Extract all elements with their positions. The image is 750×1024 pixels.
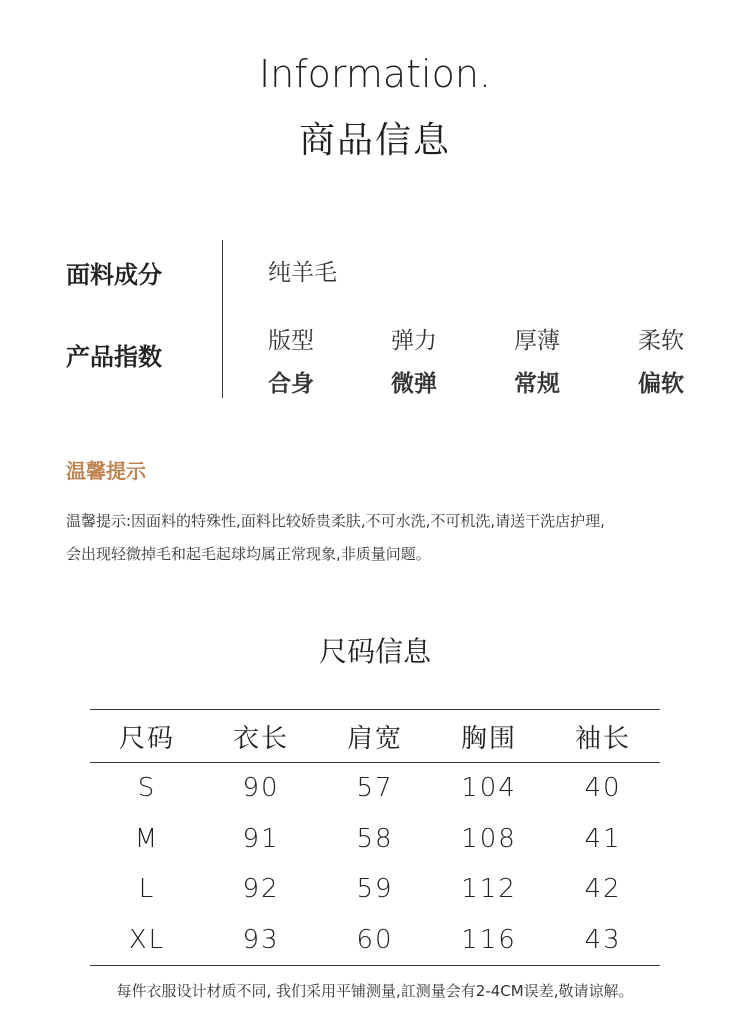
fabric-value: 纯羊毛	[268, 260, 337, 286]
index-title: 柔软	[638, 328, 684, 354]
tips-line: 会出现轻微掉毛和起毛起球均属正常现象,非质量问题。	[66, 545, 431, 563]
cell-shoulder: 57	[356, 773, 394, 804]
cell-chest: 104	[461, 773, 517, 804]
cell-sleeve: 42	[584, 874, 622, 905]
index-thickness	[514, 322, 574, 398]
index-title: 厚薄	[514, 328, 560, 354]
title-chinese: 商品信息	[298, 120, 451, 161]
cell-length: 91	[242, 823, 280, 854]
index-value: 微弹	[391, 371, 437, 397]
index-title: 版型	[268, 328, 314, 354]
cell-shoulder: 58	[356, 823, 394, 854]
index-elasticity	[391, 322, 451, 398]
table-row	[90, 814, 660, 865]
cell-chest: 112	[461, 874, 517, 905]
index-fit	[268, 322, 328, 398]
fabric-label: 面料成分	[66, 261, 162, 289]
tips-title: 温馨提示	[66, 459, 146, 483]
cell-size: XL	[90, 915, 204, 966]
cell-chest: 108	[461, 823, 517, 854]
cell-size: M	[134, 823, 160, 854]
measurement-note: 每件衣服设计材质不同, 我们采用平铺测量,訌测量会有2-4CM误差,敬请谅解。	[116, 982, 634, 1000]
index-softness	[638, 322, 698, 398]
cell-size: S	[137, 773, 157, 804]
index-title: 弹力	[391, 328, 437, 354]
index-value: 偏软	[638, 371, 684, 397]
index-value: 常规	[514, 371, 560, 397]
cell-size: L	[138, 874, 156, 905]
header-shoulder: 肩宽	[318, 710, 432, 763]
header-length: 衣长	[204, 710, 318, 763]
cell-length: 93	[204, 915, 318, 966]
title-english: Information.	[258, 52, 492, 96]
table-row	[90, 915, 660, 966]
table-header-row	[90, 710, 660, 763]
header-size: 尺码	[90, 710, 204, 763]
header-sleeve: 袖长	[546, 710, 660, 763]
cell-sleeve: 40	[584, 773, 622, 804]
index-label: 产品指数	[66, 343, 162, 371]
index-value: 合身	[268, 371, 314, 397]
cell-sleeve: 41	[584, 823, 622, 854]
header-chest: 胸围	[432, 710, 546, 763]
size-info-title: 尺码信息	[318, 635, 431, 668]
size-table	[90, 709, 660, 966]
cell-sleeve: 43	[546, 915, 660, 966]
tips-line: 温馨提示:因面料的特殊性,面料比较娇贵柔肤,不可水洗,不可机洗,请送干洗店护理,	[66, 512, 605, 530]
cell-shoulder: 60	[318, 915, 432, 966]
cell-length: 90	[242, 773, 280, 804]
cell-length: 92	[242, 874, 280, 905]
vertical-divider	[222, 240, 223, 398]
cell-chest: 116	[432, 915, 546, 966]
cell-shoulder: 59	[356, 874, 394, 905]
table-row	[90, 763, 660, 814]
table-row	[90, 864, 660, 915]
tips-text	[66, 505, 706, 571]
